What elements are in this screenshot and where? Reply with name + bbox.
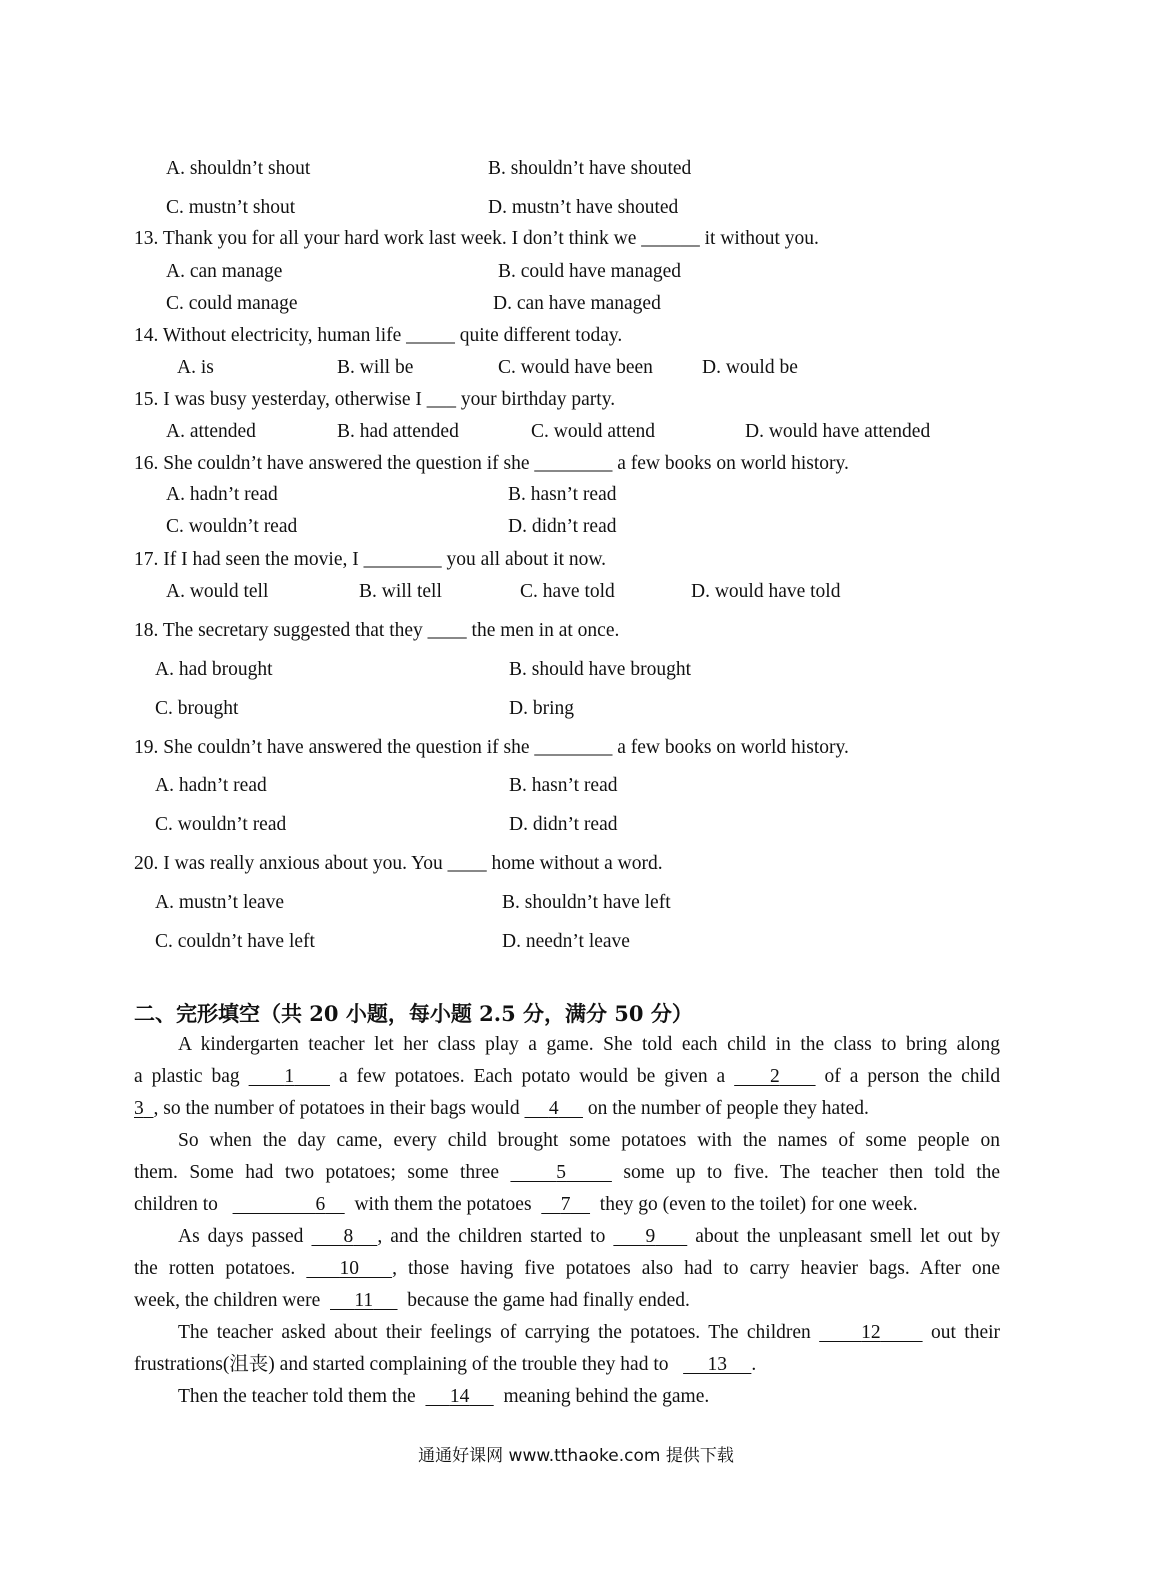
q17-stem: 17. If I had seen the movie, I ________ you all about it now. xyxy=(134,549,607,570)
passage-line xyxy=(178,1384,709,1410)
q19-option-c: C. wouldn’t read xyxy=(155,814,287,835)
q15-stem: 15. I was busy yesterday, otherwise I ___ your birthday party. xyxy=(134,389,616,410)
q14-stem: 14. Without electricity, human life _____ quite different today. xyxy=(134,325,623,346)
blank-11: 11 xyxy=(354,1290,374,1311)
q14-option-b: B. will be xyxy=(337,357,414,378)
passage-text: week, the children were xyxy=(134,1290,321,1311)
q15-option-c: C. would attend xyxy=(531,421,656,442)
q15-option-b: B. had attended xyxy=(337,421,459,442)
q16-option-a: A. hadn’t read xyxy=(166,484,278,505)
q16-option-c: C. wouldn’t read xyxy=(166,516,298,537)
passage-text: the rotten potatoes. xyxy=(134,1258,296,1279)
q13-option-c: C. could manage xyxy=(166,293,298,314)
q13-option-d: D. can have managed xyxy=(493,293,661,314)
blank-12: 12 xyxy=(861,1322,881,1343)
blank-6: 6 xyxy=(315,1194,326,1215)
passage-text: because the game had finally ended. xyxy=(407,1290,690,1311)
section-title: 二、完形填空（共 20 小题，每小题 2.5 分，满分 50 分） xyxy=(134,1001,693,1026)
blank-9: 9 xyxy=(645,1226,656,1247)
passage-line xyxy=(134,1064,1000,1090)
blank-8: 8 xyxy=(343,1226,354,1247)
passage-text: of a person the child xyxy=(824,1066,1001,1087)
blank-7: 7 xyxy=(560,1194,571,1215)
passage-line: A kindergarten teacher let her class play a game. She told each child in the class to bring along xyxy=(178,1034,1000,1055)
q14-option-d: D. would be xyxy=(702,357,798,378)
passage-line xyxy=(134,1192,918,1218)
blank-3: 3 xyxy=(134,1098,144,1119)
passage-text: about the unpleasant smell let out by xyxy=(695,1226,1001,1247)
q20-stem: 20. I was really anxious about you. You ____ home without a word. xyxy=(134,853,663,874)
q20-option-c: C. couldn’t have left xyxy=(155,931,315,952)
q14-option-c: C. would have been xyxy=(498,357,653,378)
passage-line xyxy=(134,1096,869,1122)
q13-stem: 13. Thank you for all your hard work last week. I don’t think we ______ it without you. xyxy=(134,228,819,249)
passage-text: The teacher asked about their feelings of carrying the potatoes. The children xyxy=(178,1322,811,1343)
blank-13: 13 xyxy=(707,1354,727,1375)
q17-option-b: B. will tell xyxy=(359,581,442,602)
q18-option-b: B. should have brought xyxy=(509,659,691,680)
q19-option-a: A. hadn’t read xyxy=(155,775,267,796)
q13-option-b: B. could have managed xyxy=(498,261,682,282)
passage-text: on the number of people they hated. xyxy=(587,1098,869,1119)
q20-option-b: B. shouldn’t have left xyxy=(502,892,671,913)
q14-option-a: A. is xyxy=(177,357,214,378)
passage-text: children to xyxy=(134,1194,218,1215)
q12-option-d: D. mustn’t have shouted xyxy=(488,197,679,218)
q20-option-d: D. needn’t leave xyxy=(502,931,630,952)
passage-text: frustrations(沮丧) and started complaining of the trouble they had to xyxy=(134,1354,669,1375)
passage-line xyxy=(134,1288,690,1314)
passage-text: with them the potatoes xyxy=(354,1194,532,1215)
q15-option-a: A. attended xyxy=(166,421,256,442)
q18-option-c: C. brought xyxy=(155,698,239,719)
blank-5: 5 xyxy=(556,1162,567,1183)
q12-option-a: A. shouldn’t shout xyxy=(166,158,311,179)
q20-option-a: A. mustn’t leave xyxy=(155,892,285,913)
q17-option-d: D. would have told xyxy=(691,581,841,602)
blank-14: 14 xyxy=(449,1386,470,1407)
q19-option-b: B. hasn’t read xyxy=(509,775,618,796)
q12-option-b: B. shouldn’t have shouted xyxy=(488,158,692,179)
q12-option-c: C. mustn’t shout xyxy=(166,197,296,218)
passage-text: As days passed xyxy=(178,1226,304,1247)
passage-line xyxy=(134,1256,1000,1282)
passage-text: meaning behind the game. xyxy=(503,1386,710,1407)
passage-line xyxy=(178,1320,1000,1346)
passage-line xyxy=(134,1352,756,1378)
q16-stem: 16. She couldn’t have answered the question if she ________ a few books on world history. xyxy=(134,453,849,474)
q15-option-d: D. would have attended xyxy=(745,421,931,442)
q13-option-a: A. can manage xyxy=(166,261,283,282)
passage-text: , and the children started to xyxy=(377,1226,606,1247)
passage-text: a plastic bag xyxy=(134,1066,240,1087)
q16-option-d: D. didn’t read xyxy=(508,516,617,537)
q19-stem: 19. She couldn’t have answered the question if she ________ a few books on world history. xyxy=(134,737,849,758)
passage-text: . xyxy=(751,1354,757,1375)
passage-text: them. Some had two potatoes; some three xyxy=(134,1162,499,1183)
passage-text: Then the teacher told them the xyxy=(178,1386,416,1407)
passage-text: , so the number of potatoes in their bags would xyxy=(153,1098,520,1119)
q18-option-d: D. bring xyxy=(509,698,574,719)
passage-text: out their xyxy=(930,1322,1001,1343)
q17-option-a: A. would tell xyxy=(166,581,269,602)
footer-credit: 通通好课网 www.tthaoke.com 提供下载 xyxy=(418,1446,734,1466)
q18-option-a: A. had brought xyxy=(155,659,273,680)
passage-text: , those having five potatoes also had to carry heavier bags. After one xyxy=(392,1258,1001,1279)
blank-10: 10 xyxy=(339,1258,359,1279)
q16-option-b: B. hasn’t read xyxy=(508,484,617,505)
q18-stem: 18. The secretary suggested that they ____ the men in at once. xyxy=(134,620,620,641)
blank-1: 1 xyxy=(284,1066,295,1087)
passage-text: some up to five. The teacher then told the xyxy=(623,1162,1001,1183)
passage-text: they go (even to the toilet) for one week. xyxy=(599,1194,918,1215)
passage-line xyxy=(178,1224,1000,1250)
blank-2: 2 xyxy=(770,1066,780,1087)
q19-option-d: D. didn’t read xyxy=(509,814,618,835)
passage-line xyxy=(134,1160,1000,1186)
passage-line: So when the day came, every child brought some potatoes with the names of some people on xyxy=(178,1130,1000,1151)
blank-4: 4 xyxy=(548,1098,559,1119)
q17-option-c: C. have told xyxy=(520,581,615,602)
passage-text: a few potatoes. Each potato would be given a xyxy=(338,1066,726,1087)
